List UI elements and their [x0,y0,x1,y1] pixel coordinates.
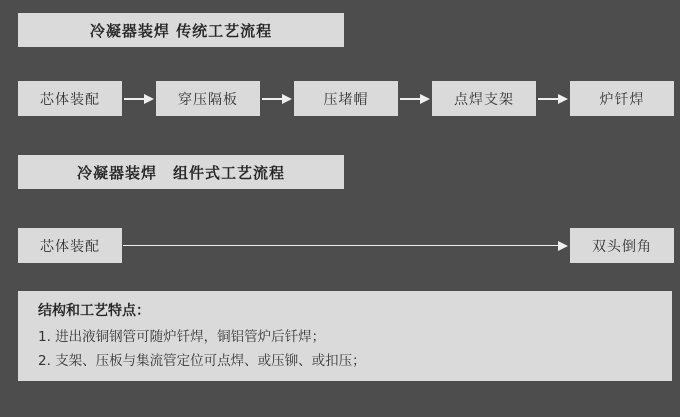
right-arrow-icon [400,90,430,107]
step-double-end-chamfer [570,228,674,263]
arrow-head [558,94,568,104]
step-label: 点焊支架 [454,91,514,108]
modular-flow-title-bar [18,155,344,189]
arrow-head [558,241,568,251]
traditional-flow-title: 冷凝器装焊 传统工艺流程 [89,21,273,40]
arrow-shaft [262,98,282,100]
arrow-head [282,94,292,104]
long-right-arrow-icon [123,237,568,254]
modular-flow-title: 冷凝器装焊 组件式工艺流程 [76,163,285,182]
arrow-head [420,94,430,104]
right-arrow-icon [124,90,154,107]
step-label: 炉钎焊 [599,91,645,108]
step-furnace-brazing [570,81,674,116]
step-press-baffle [156,81,260,116]
notes-heading: 结构和工艺特点： [38,303,150,319]
note-item-2: 2. 支架、压板与集流管定位可点焊、或压铆、或扣压； [38,353,366,369]
step-label: 芯体装配 [40,91,100,108]
step-core-assembly [18,81,122,116]
arrow-shaft [400,98,420,100]
step-label: 压堵帽 [323,91,369,108]
arrow-shaft [124,98,144,100]
step-label: 穿压隔板 [178,91,238,108]
notes-panel [18,291,672,381]
traditional-flow-title-bar [18,13,344,47]
step-spot-weld-bracket [432,81,536,116]
right-arrow-icon [262,90,292,107]
arrow-head [144,94,154,104]
step-label: 芯体装配 [40,238,100,255]
arrow-shaft [538,98,558,100]
right-arrow-icon [538,90,568,107]
step-label: 双头倒角 [592,238,652,255]
note-item-1: 1. 进出液铜钢管可随炉钎焊，铜铝管炉后钎焊； [38,329,326,345]
step-press-cap [294,81,398,116]
step-core-assembly-2 [18,228,122,263]
arrow-shaft [123,245,558,247]
